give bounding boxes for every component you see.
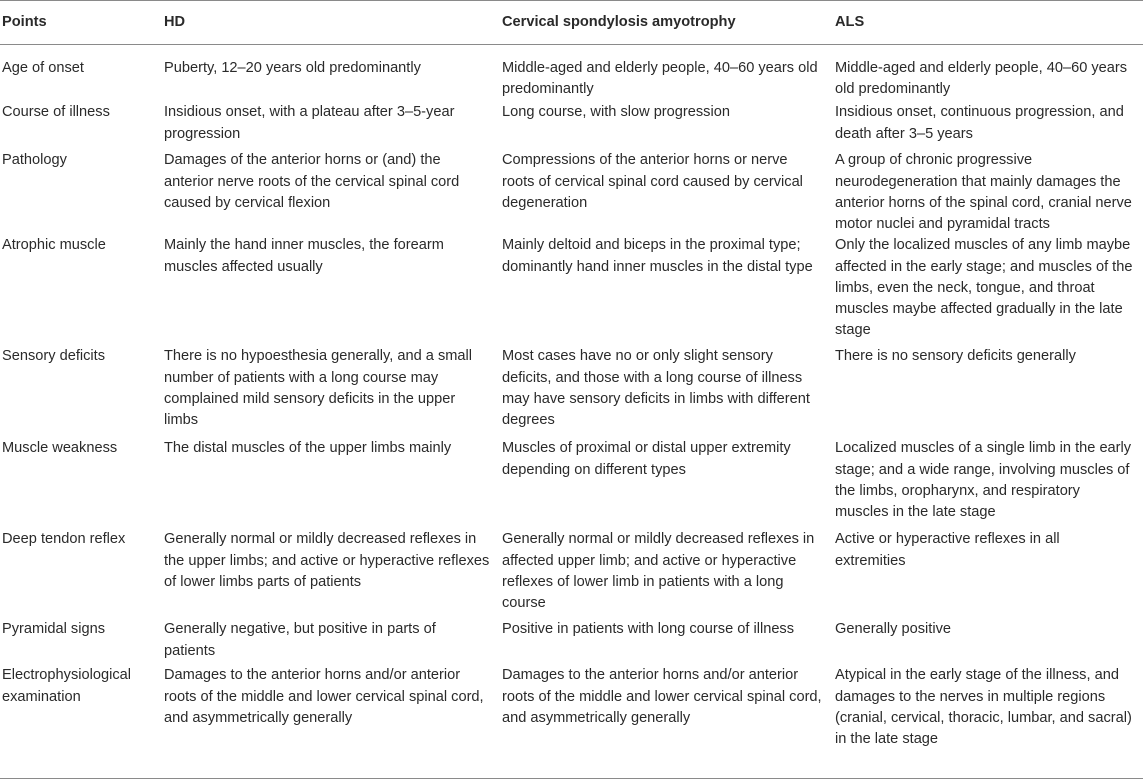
column-header-csa: Cervical spondylosis amyotrophy xyxy=(500,1,833,45)
cell-als: Insidious onset, continuous progression, and death after 3–5 years xyxy=(835,104,1124,142)
cell-als: Active or hyperactive reflexes in all extremities xyxy=(835,531,1060,569)
table-row xyxy=(0,438,1143,529)
table-row xyxy=(0,619,1143,665)
cell-hd: Mainly the hand inner muscles, the forearm muscles affected usually xyxy=(164,237,444,275)
table-row xyxy=(0,100,1143,145)
cell-als: Localized muscles of a single limb in the early stage; and a wide range, involving muscles of the limbs, oropharynx, and respiratory muscles in the late stage xyxy=(835,440,1132,521)
cell-csa: Most cases have no or only slight sensory deficits, and those with a long course of illness may have sensory deficits in limbs with different degrees xyxy=(502,348,810,429)
row-label: Atrophic muscle xyxy=(2,237,106,254)
table-row xyxy=(0,145,1143,235)
table-row xyxy=(0,529,1143,619)
row-label: Age of onset xyxy=(2,60,84,76)
row-label: Deep tendon reflex xyxy=(2,531,126,548)
cell-csa: Damages to the anterior horns and/or anterior roots of the middle and lower cervical spinal cord, and asymmetrically generally xyxy=(500,665,833,778)
cell-csa: Generally normal or mildly decreased reflexes in affected upper limb; and active or hyperactive reflexes of lower limb in patients with a long course xyxy=(502,531,815,612)
row-label: Pyramidal signs xyxy=(2,621,106,638)
cell-als: Atypical in the early stage of the illness, and damages to the nerves in multiple regions (cranial, cervical, thoracic, lumbar, and sacral) in the late stage xyxy=(833,665,1143,778)
column-header-hd: HD xyxy=(162,1,500,45)
cell-csa: Middle-aged and elderly people, 40–60 years old predominantly xyxy=(502,60,818,98)
cell-hd: Damages of the anterior horns or (and) the anterior nerve roots of the cervical spinal cord caused by cervical flexion xyxy=(164,152,460,211)
cell-csa: Muscles of proximal or distal upper extremity depending on different types xyxy=(502,440,791,478)
cell-hd: There is no hypoesthesia generally, and a small number of patients with a long course may complained mild sensory deficits in the upper limbs xyxy=(164,348,472,429)
table-row xyxy=(0,45,1143,101)
cell-csa: Mainly deltoid and biceps in the proximal type; dominantly hand inner muscles in the distal type xyxy=(502,237,813,275)
cell-hd: Insidious onset, with a plateau after 3–5-year progression xyxy=(164,104,455,142)
column-header-als: ALS xyxy=(833,1,1143,45)
cell-hd: The distal muscles of the upper limbs mainly xyxy=(164,440,452,457)
cell-csa: Positive in patients with long course of illness xyxy=(502,621,795,638)
cell-hd: Damages to the anterior horns and/or anterior roots of the middle and lower cervical spinal cord, and asymmetrically generally xyxy=(162,665,500,778)
cell-hd: Generally negative, but positive in parts of patients xyxy=(164,621,436,659)
cell-csa: Long course, with slow progression xyxy=(502,104,730,121)
cell-csa: Compressions of the anterior horns or nerve roots of cervical spinal cord caused by cervical degeneration xyxy=(502,152,803,211)
cell-als: Only the localized muscles of any limb maybe affected in the early stage; and muscles of the limbs, even the neck, tongue, and throat muscles maybe affected gradually in the late stage xyxy=(835,237,1133,339)
cell-hd: Puberty, 12–20 years old predominantly xyxy=(164,60,421,76)
cell-hd: Generally normal or mildly decreased reflexes in the upper limbs; and active or hyperactive reflexes of lower limbs parts of patients xyxy=(164,531,490,590)
table-row xyxy=(0,665,1143,778)
cell-als: Middle-aged and elderly people, 40–60 years old predominantly xyxy=(835,60,1128,98)
cell-als: A group of chronic progressive neurodegeneration that mainly damages the anterior horns of the spinal cord, cranial nerve motor nuclei and pyramidal tracts xyxy=(835,152,1132,233)
row-label: Course of illness xyxy=(2,104,110,121)
row-label: Muscle weakness xyxy=(2,440,118,457)
row-label: Pathology xyxy=(2,152,67,169)
row-label: Sensory deficits xyxy=(2,348,106,365)
cell-als: Generally positive xyxy=(835,621,951,638)
table-header-row xyxy=(0,1,1143,45)
column-header-points: Points xyxy=(0,1,162,45)
cell-als: There is no sensory deficits generally xyxy=(835,348,1076,365)
row-label: Electrophysiological examination xyxy=(0,665,162,778)
table-row xyxy=(0,346,1143,438)
table-row xyxy=(0,235,1143,346)
